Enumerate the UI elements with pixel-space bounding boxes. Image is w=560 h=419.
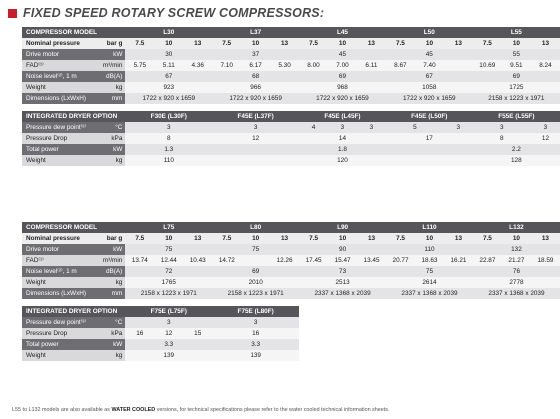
table-row	[22, 60, 560, 71]
cell: 55	[473, 49, 560, 60]
row-label: FAD⁽¹⁾	[22, 255, 88, 266]
cell: 10	[502, 38, 531, 49]
cell: 10.69	[473, 60, 502, 71]
cell	[241, 255, 270, 266]
cell: 8.00	[299, 60, 328, 71]
cell: 6.17	[241, 60, 270, 71]
cell: 1058	[386, 82, 473, 93]
cell: 3	[531, 122, 560, 133]
cell: 15.47	[328, 255, 357, 266]
cell: 923	[125, 82, 212, 93]
cell: 7.5	[386, 38, 415, 49]
dryer-name: F30E (L30F)	[125, 111, 212, 122]
cell: 13	[270, 38, 299, 49]
cell: 110	[386, 244, 473, 255]
table-row	[22, 38, 560, 49]
cell: 13	[183, 233, 212, 244]
row-label: Weight	[22, 350, 88, 361]
row-label: Nominal pressure	[22, 38, 88, 49]
table-row	[22, 144, 560, 155]
cell: 13	[183, 38, 212, 49]
cell: 120	[212, 155, 472, 166]
cell: 8.24	[531, 60, 560, 71]
cell: 69	[299, 71, 386, 82]
table-row	[22, 328, 560, 339]
row-label: Noise level⁽²⁾, 1 m	[22, 266, 88, 277]
row-unit: kg	[88, 82, 125, 93]
table-row	[22, 233, 560, 244]
table-row	[22, 82, 560, 93]
cell: 10	[154, 38, 183, 49]
row-unit: kW	[88, 339, 125, 350]
cell: 3	[357, 122, 386, 133]
cell: 1725	[473, 82, 560, 93]
row-unit: m³/min	[88, 255, 125, 266]
cell: 12	[212, 133, 299, 144]
model-name: L90	[299, 222, 386, 233]
table-row	[22, 122, 560, 133]
cell: 7.40	[415, 60, 444, 71]
cell: 1.3	[125, 144, 212, 155]
cell: 3	[212, 317, 299, 328]
cell: 2158 x 1223 x 1971	[473, 93, 560, 104]
row-label: Weight	[22, 82, 88, 93]
cell: 7.5	[473, 38, 502, 49]
red-square-icon	[8, 9, 17, 18]
cell: 45	[386, 49, 473, 60]
table-row	[22, 71, 560, 82]
dryer-name: F45E (L37F)	[212, 111, 299, 122]
model-name: L132	[473, 222, 560, 233]
cell: 76	[473, 266, 560, 277]
model-name: L55	[473, 27, 560, 38]
dryer-header-label: INTEGRATED DRYER OPTION	[22, 111, 125, 122]
cell: 5.11	[154, 60, 183, 71]
cell: 75	[386, 266, 473, 277]
cell: 10	[154, 233, 183, 244]
row-unit: m³/min	[88, 60, 125, 71]
cell: 968	[299, 82, 386, 93]
model-header-label: COMPRESSOR MODEL	[22, 27, 125, 38]
cell: 3	[212, 122, 299, 133]
table-row	[22, 155, 560, 166]
cell: 14	[299, 133, 386, 144]
cell: 1722 x 920 x 1659	[299, 93, 386, 104]
table-row	[22, 27, 560, 38]
table-row	[22, 266, 560, 277]
cell: 7.5	[386, 233, 415, 244]
cell: 3	[125, 122, 212, 133]
dryer-name: F75E (L75F)	[125, 306, 212, 317]
cell: 1722 x 920 x 1659	[386, 93, 473, 104]
cell: 2337 x 1368 x 2039	[386, 288, 473, 299]
row-unit: dB(A)	[88, 266, 125, 277]
model-name: L50	[386, 27, 473, 38]
model-name: L45	[299, 27, 386, 38]
cell: 17.45	[299, 255, 328, 266]
cell: 16.21	[444, 255, 473, 266]
cell: 12.44	[154, 255, 183, 266]
table-row	[22, 339, 560, 350]
cell: 139	[212, 350, 299, 361]
cell: 3.3	[125, 339, 212, 350]
cell: 16	[212, 328, 299, 339]
cell: 13.45	[357, 255, 386, 266]
cell: 2010	[212, 277, 299, 288]
cell: 10.43	[183, 255, 212, 266]
footnote-bold: WATER COOLED	[111, 407, 156, 413]
table-row	[22, 350, 560, 361]
row-label: Pressure Drop	[22, 328, 88, 339]
row-label: Nominal pressure	[22, 233, 88, 244]
cell: 67	[386, 71, 473, 82]
cell: 2337 x 1368 x 2039	[299, 288, 386, 299]
row-unit: kW	[88, 144, 125, 155]
cell: 3	[473, 122, 531, 133]
row-unit: kg	[88, 350, 125, 361]
cell: 73	[299, 266, 386, 277]
footnote-pre: L55 to L132 models are also available as	[12, 407, 110, 413]
cell: 72	[125, 266, 212, 277]
spec-table-2	[22, 222, 560, 361]
cell: 2158 x 1223 x 1971	[125, 288, 212, 299]
table-row	[22, 244, 560, 255]
cell: 128	[473, 155, 560, 166]
cell: 68	[212, 71, 299, 82]
cell: 1765	[125, 277, 212, 288]
cell: 2.2	[473, 144, 560, 155]
cell: 139	[125, 350, 212, 361]
cell: 1722 x 920 x 1659	[212, 93, 299, 104]
table-row	[22, 255, 560, 266]
cell	[444, 60, 473, 71]
cell: 21.27	[502, 255, 531, 266]
dryer-name: F75E (L80F)	[212, 306, 299, 317]
cell: 8	[473, 133, 531, 144]
cell: 30	[125, 49, 212, 60]
row-label: Drive motor	[22, 244, 88, 255]
cell: 10	[415, 38, 444, 49]
cell: 13	[357, 233, 386, 244]
row-label: Dimensions (LxWxH)	[22, 93, 88, 104]
dryer-name: F45E (L45F)	[299, 111, 386, 122]
row-label: Pressure dew point⁽³⁾	[22, 317, 88, 328]
row-unit: bar g	[88, 233, 125, 244]
table-row	[22, 93, 560, 104]
cell: 2513	[299, 277, 386, 288]
row-label: Drive motor	[22, 49, 88, 60]
cell: 8	[125, 133, 212, 144]
page-title-text: FIXED SPEED ROTARY SCREW COMPRESSORS:	[23, 6, 325, 20]
table-row	[22, 133, 560, 144]
cell: 75	[212, 244, 299, 255]
cell: 110	[125, 155, 212, 166]
cell: 2158 x 1223 x 1971	[212, 288, 299, 299]
table-row	[22, 277, 560, 288]
dryer-name: F55E (L55F)	[473, 111, 560, 122]
footnote-post: versions, for technical specifications please refer to the water cooled technical information sheets.	[156, 407, 390, 413]
cell: 5	[386, 122, 444, 133]
cell: 13	[270, 233, 299, 244]
cell: 10	[328, 233, 357, 244]
cell: 69	[212, 266, 299, 277]
row-unit: kW	[88, 49, 125, 60]
cell: 966	[212, 82, 299, 93]
cell: 13	[444, 38, 473, 49]
cell: 37	[212, 49, 299, 60]
cell: 17	[386, 133, 473, 144]
cell: 10	[502, 233, 531, 244]
cell: 13	[357, 38, 386, 49]
cell: 15	[183, 328, 212, 339]
cell: 5.30	[270, 60, 299, 71]
row-unit: kg	[88, 277, 125, 288]
cell: 3	[125, 317, 212, 328]
cell: 12	[531, 133, 560, 144]
cell: 7.5	[473, 233, 502, 244]
cell: 22.87	[473, 255, 502, 266]
cell: 2614	[386, 277, 473, 288]
row-unit: kPa	[88, 133, 125, 144]
cell: 1.8	[212, 144, 472, 155]
cell: 7.5	[212, 38, 241, 49]
dryer-name: F45E (L50F)	[386, 111, 473, 122]
model-name: L30	[125, 27, 212, 38]
cell: 132	[473, 244, 560, 255]
cell: 13	[444, 233, 473, 244]
row-unit: kPa	[88, 328, 125, 339]
cell: 67	[125, 71, 212, 82]
cell: 18.63	[415, 255, 444, 266]
cell: 90	[299, 244, 386, 255]
dryer-header-label: INTEGRATED DRYER OPTION	[22, 306, 125, 317]
cell: 1722 x 920 x 1659	[125, 93, 212, 104]
cell: 7.5	[125, 38, 154, 49]
row-label: Total power	[22, 144, 88, 155]
cell: 10	[241, 233, 270, 244]
row-label: Dimensions (LxWxH)	[22, 288, 88, 299]
row-label: Weight	[22, 155, 88, 166]
spec-table-1	[22, 27, 560, 166]
cell: 3.3	[212, 339, 299, 350]
cell: 16	[125, 328, 154, 339]
model-header-label: COMPRESSOR MODEL	[22, 222, 125, 233]
row-label: Total power	[22, 339, 88, 350]
cell: 7.00	[328, 60, 357, 71]
cell: 12.26	[270, 255, 299, 266]
row-unit: °C	[88, 122, 125, 133]
cell: 7.5	[299, 38, 328, 49]
cell: 13	[531, 233, 560, 244]
cell: 10	[328, 38, 357, 49]
cell: 12	[154, 328, 183, 339]
row-unit: kW	[88, 244, 125, 255]
model-name: L110	[386, 222, 473, 233]
cell: 13.74	[125, 255, 154, 266]
cell: 7.10	[212, 60, 241, 71]
cell: 10	[415, 233, 444, 244]
row-label: FAD⁽¹⁾	[22, 60, 88, 71]
row-label: Weight	[22, 277, 88, 288]
cell: 13	[531, 38, 560, 49]
table-row	[22, 49, 560, 60]
row-unit: kg	[88, 155, 125, 166]
cell: 18.59	[531, 255, 560, 266]
cell: 7.5	[125, 233, 154, 244]
table-row	[22, 288, 560, 299]
row-unit: mm	[88, 93, 125, 104]
row-label: Noise level⁽²⁾, 1 m	[22, 71, 88, 82]
cell: 7.5	[299, 233, 328, 244]
row-unit: bar g	[88, 38, 125, 49]
cell: 10	[241, 38, 270, 49]
cell: 20.77	[386, 255, 415, 266]
cell: 75	[125, 244, 212, 255]
footnote	[12, 407, 389, 413]
page-title	[8, 4, 324, 22]
cell: 6.11	[357, 60, 386, 71]
table-row	[22, 317, 560, 328]
row-unit: °C	[88, 317, 125, 328]
table-row	[22, 222, 560, 233]
cell: 5.75	[125, 60, 154, 71]
row-unit: mm	[88, 288, 125, 299]
table-row	[22, 306, 560, 317]
cell: 2337 x 1368 x 2039	[473, 288, 560, 299]
cell: 4.36	[183, 60, 212, 71]
cell: 14.72	[212, 255, 241, 266]
row-unit: dB(A)	[88, 71, 125, 82]
cell: 8.67	[386, 60, 415, 71]
model-name: L80	[212, 222, 299, 233]
row-label: Pressure dew point⁽³⁾	[22, 122, 88, 133]
cell: 69	[473, 71, 560, 82]
model-name: L37	[212, 27, 299, 38]
cell: 4	[299, 122, 328, 133]
row-label: Pressure Drop	[22, 133, 88, 144]
cell: 2778	[473, 277, 560, 288]
cell: 7.5	[212, 233, 241, 244]
cell: 3	[444, 122, 473, 133]
model-name: L75	[125, 222, 212, 233]
cell: 9.51	[502, 60, 531, 71]
cell: 45	[299, 49, 386, 60]
cell: 3	[328, 122, 357, 133]
table-row	[22, 111, 560, 122]
